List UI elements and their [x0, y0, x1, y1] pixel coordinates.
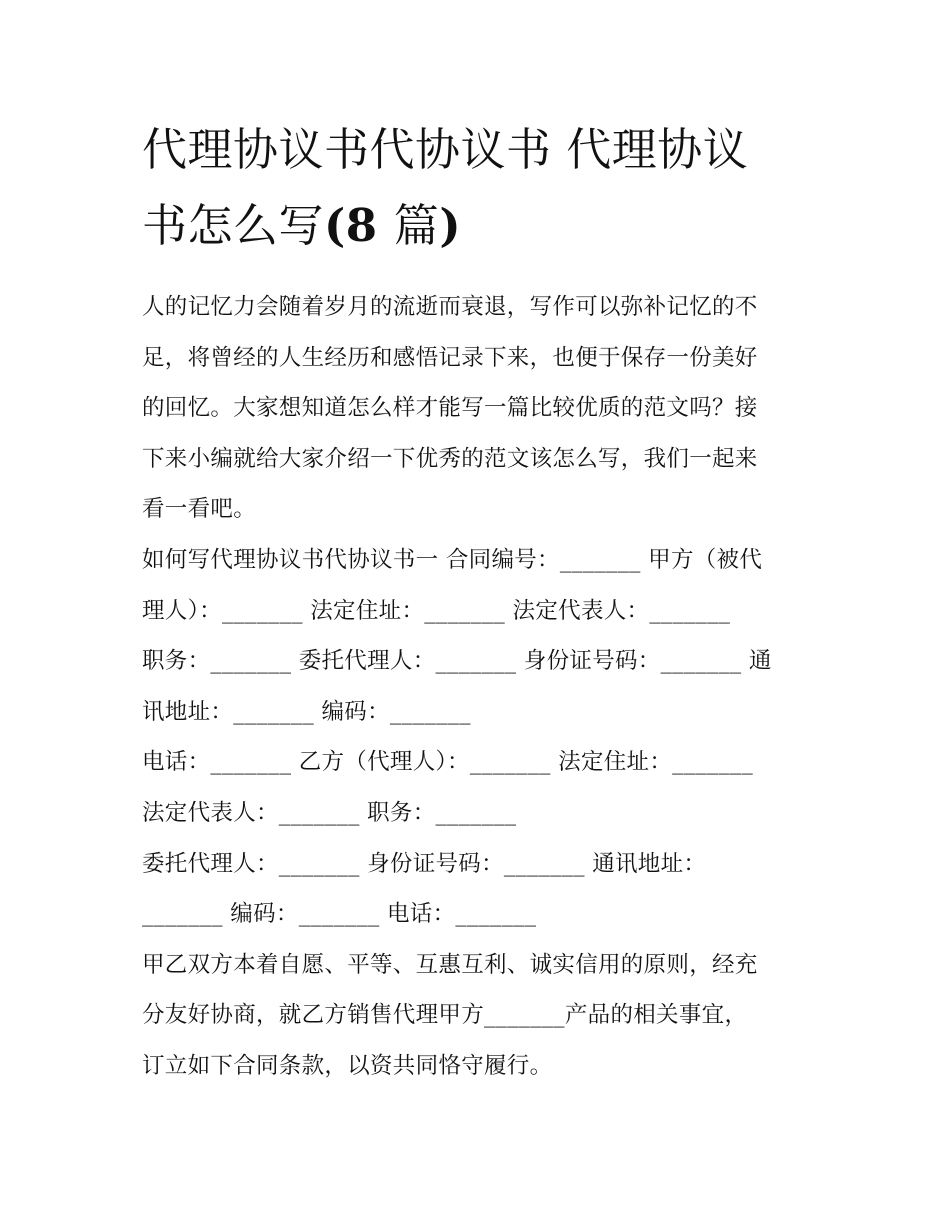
intro-line: 的回忆。大家想知道怎么样才能写一篇比较优质的范文吗？接	[142, 395, 758, 422]
closing-paragraph	[142, 940, 812, 1092]
contract-line: 职务：_______ 委托代理人：_______ 身份证号码：_______ 通	[142, 648, 772, 675]
title-count-open: (8	[324, 199, 394, 252]
closing-line: 订立如下合同条款，以资共同恪守履行。	[142, 1052, 553, 1079]
contract-line: 电话：_______ 乙方（代理人）：_______ 法定住址：_______	[142, 749, 754, 776]
title-line-1: 代理协议书代协议书 代理协议	[142, 123, 749, 176]
title-line-2	[142, 188, 812, 264]
contract-line: 法定代表人：_______ 职务：_______	[142, 799, 517, 826]
document-content	[142, 112, 812, 1092]
contract-line: 如何写代理协议书代协议书一 合同编号：_______ 甲方（被代	[142, 546, 763, 573]
intro-line: 足，将曾经的人生经历和感悟记录下来，也便于保存一份美好	[142, 344, 758, 371]
title-count-close: )	[439, 199, 462, 252]
closing-line: 甲乙双方本着自愿、平等、互惠互利、诚实信用的原则，经充	[142, 951, 758, 978]
document-title	[142, 112, 812, 264]
contract-line: 委托代理人：_______ 身份证号码：_______ 通讯地址：	[142, 850, 707, 877]
title-line-2-text: 书怎么写	[142, 199, 325, 252]
intro-paragraph	[142, 282, 812, 535]
intro-line: 看一看吧。	[142, 496, 257, 523]
contract-line: _______ 编码：_______ 电话：_______	[142, 901, 537, 928]
intro-line: 人的记忆力会随着岁月的流逝而衰退，写作可以弥补记忆的不	[142, 294, 758, 320]
closing-line: 分友好协商，就乙方销售代理甲方_______产品的相关事宜，	[142, 1002, 748, 1029]
contract-line: 理人）：_______ 法定住址：_______ 法定代表人：_______	[142, 597, 731, 624]
intro-line: 下来小编就给大家介绍一下优秀的范文该怎么写，我们一起来	[142, 445, 758, 472]
contract-parties-paragraph	[142, 535, 812, 940]
title-count-unit: 篇	[393, 199, 440, 252]
contract-line: 讯地址：_______ 编码：_______	[142, 698, 471, 725]
